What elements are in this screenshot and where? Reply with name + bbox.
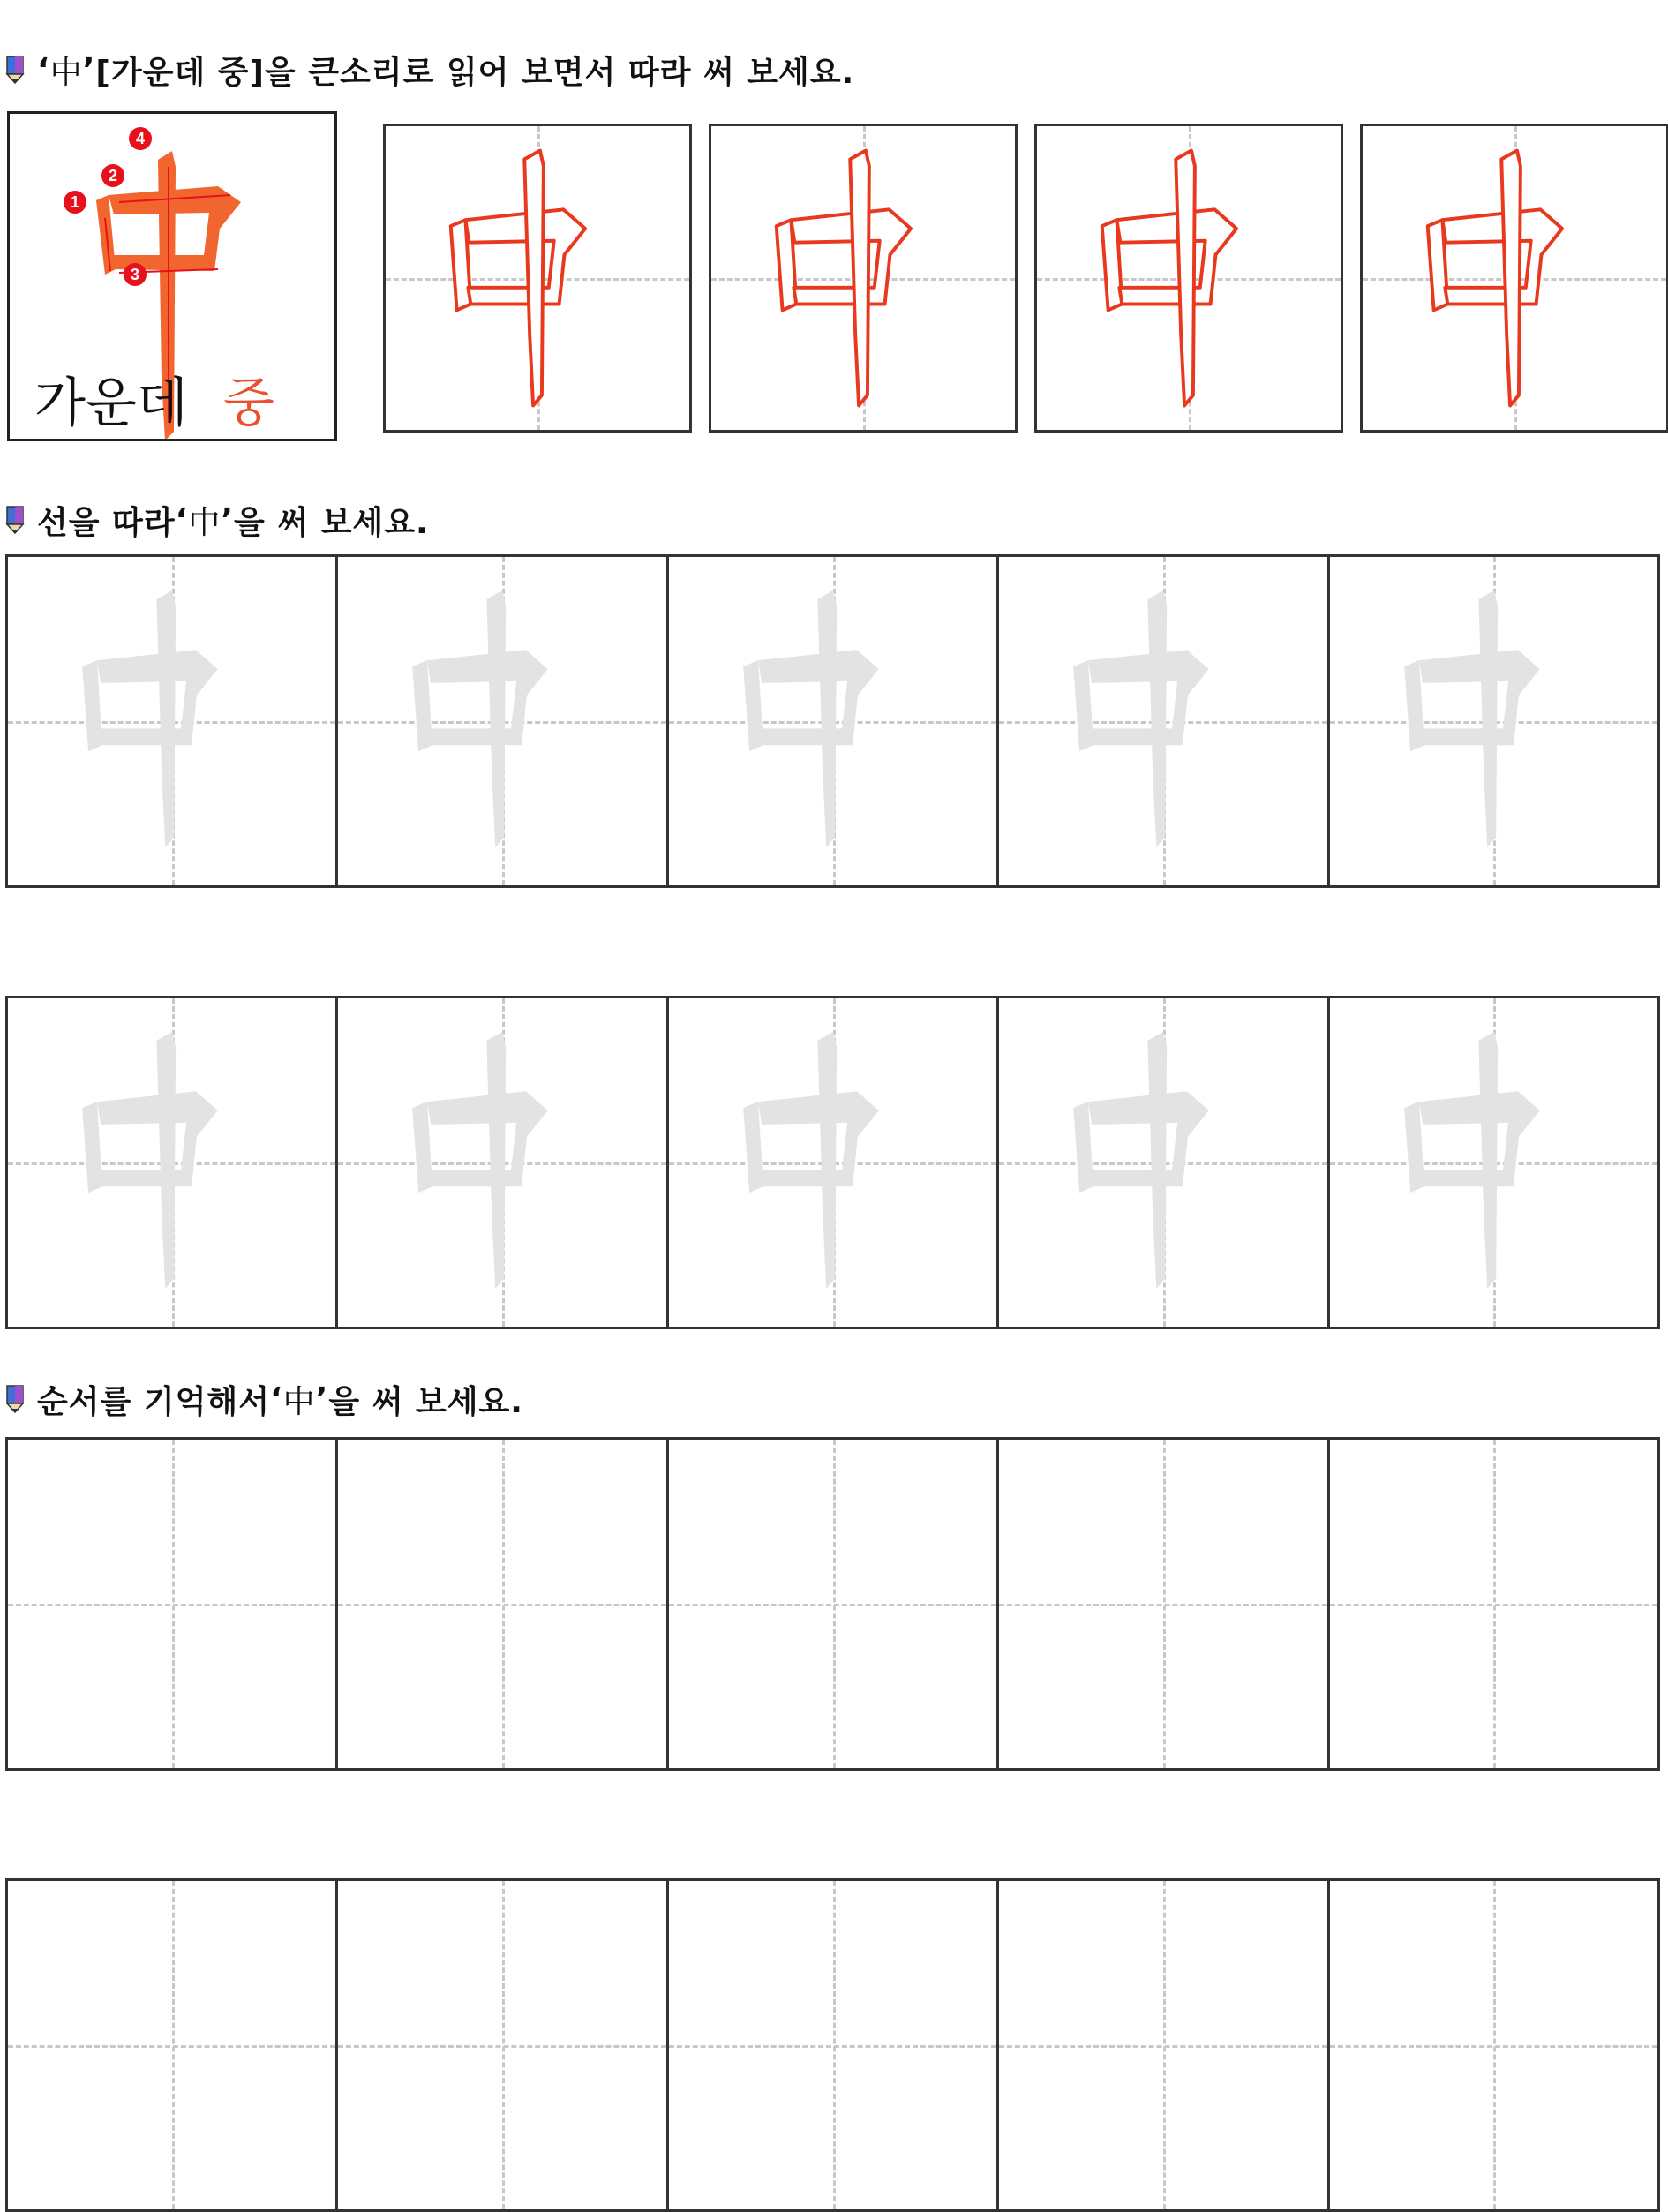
stroke-number-1: 1 — [70, 193, 80, 211]
faint-character — [999, 557, 1326, 885]
practice-cell[interactable] — [1330, 1440, 1657, 1768]
character-stroke — [427, 1091, 548, 1186]
faint-character — [338, 998, 665, 1327]
trace-cell[interactable] — [669, 998, 999, 1327]
outline-trace-box[interactable] — [709, 124, 1018, 433]
trace-cell[interactable] — [1330, 557, 1657, 885]
character-stroke — [850, 151, 869, 406]
stroke-number-3: 3 — [130, 266, 140, 283]
trace-cell[interactable] — [338, 557, 668, 885]
faint-character — [8, 998, 335, 1327]
outline-trace-box[interactable] — [1360, 124, 1668, 433]
trace-row — [5, 996, 1660, 1329]
practice-row — [5, 1437, 1660, 1771]
faint-character — [669, 557, 996, 885]
trace-cell[interactable] — [669, 557, 999, 885]
character-stroke — [758, 1091, 879, 1186]
outline-character — [711, 126, 1015, 430]
section-heading-read-aloud — [5, 49, 854, 90]
character-stroke — [1088, 1091, 1209, 1186]
practice-cell[interactable] — [8, 1440, 338, 1768]
character-stroke — [817, 1032, 837, 1289]
practice-cell[interactable] — [669, 1440, 999, 1768]
character-stroke — [1088, 650, 1209, 745]
character-stroke — [156, 591, 176, 847]
pencil-icon — [5, 1384, 25, 1414]
heading-text: 을 써 보세요. — [328, 1383, 523, 1420]
quote-close: ’ — [221, 501, 235, 538]
character-stroke — [487, 591, 507, 847]
quote-close: ’ — [82, 51, 96, 88]
heading-character: 中 — [49, 54, 83, 91]
character-stroke — [1176, 151, 1195, 406]
trace-cell[interactable] — [8, 557, 338, 885]
character-stroke — [1148, 1032, 1168, 1289]
quote-open: ‘ — [269, 1381, 283, 1418]
faint-character — [1330, 557, 1657, 885]
section-heading-memory — [5, 1379, 523, 1419]
heading-character: 中 — [282, 1383, 316, 1420]
outline-character — [386, 126, 689, 430]
quote-close: ’ — [315, 1381, 329, 1418]
stroke-order-sample — [7, 111, 337, 441]
heading-text: 선을 따라 — [37, 504, 176, 541]
heading-text: 을 써 보세요. — [234, 504, 429, 541]
character-stroke — [156, 1032, 176, 1289]
character-stroke — [427, 650, 548, 745]
trace-cell[interactable] — [8, 998, 338, 1327]
heading-text: 순서를 기억해서 — [37, 1383, 270, 1420]
pencil-icon — [5, 505, 25, 535]
practice-cell[interactable] — [1330, 1881, 1657, 2209]
practice-cell[interactable] — [999, 1440, 1329, 1768]
outline-trace-box[interactable] — [383, 124, 692, 433]
pencil-icon — [5, 55, 25, 85]
character-stroke — [758, 650, 879, 745]
sample-caption — [34, 361, 274, 437]
faint-character — [669, 998, 996, 1327]
character-stroke — [487, 1032, 507, 1289]
sound-text: 중 — [222, 372, 274, 434]
faint-character — [1330, 998, 1657, 1327]
practice-row — [5, 1878, 1660, 2212]
character-stroke — [97, 650, 218, 745]
character-stroke — [1478, 591, 1498, 847]
outline-character — [1363, 126, 1666, 430]
quote-open: ‘ — [37, 51, 50, 88]
character-stroke — [1419, 650, 1540, 745]
trace-cell[interactable] — [338, 998, 668, 1327]
character-stroke — [97, 1091, 218, 1186]
practice-cell[interactable] — [338, 1440, 668, 1768]
stroke-number-4: 4 — [135, 130, 146, 147]
character-stroke — [1478, 1032, 1498, 1289]
trace-cell[interactable] — [999, 998, 1329, 1327]
faint-character — [338, 557, 665, 885]
meaning-text: 가운데 — [34, 372, 188, 434]
faint-character — [8, 557, 335, 885]
practice-cell[interactable] — [999, 1881, 1329, 2209]
practice-cell[interactable] — [669, 1881, 999, 2209]
outline-trace-box[interactable] — [1034, 124, 1343, 433]
character-stroke — [1501, 151, 1521, 406]
practice-cell[interactable] — [338, 1881, 668, 2209]
faint-character — [999, 998, 1326, 1327]
heading-text: [가운데 중]을 큰소리로 읽어 보면서 따라 써 보세요. — [95, 54, 855, 91]
outline-character — [1037, 126, 1341, 430]
trace-cell[interactable] — [1330, 998, 1657, 1327]
character-stroke — [817, 591, 837, 847]
practice-cell[interactable] — [8, 1881, 338, 2209]
quote-open: ‘ — [175, 501, 189, 538]
character-stroke — [1419, 1091, 1540, 1186]
trace-cell[interactable] — [999, 557, 1329, 885]
heading-character: 中 — [188, 504, 222, 541]
character-stroke — [1148, 591, 1168, 847]
trace-row — [5, 554, 1660, 888]
character-stroke — [524, 151, 544, 406]
section-heading-trace — [5, 500, 429, 540]
stroke-number-2: 2 — [108, 167, 118, 184]
